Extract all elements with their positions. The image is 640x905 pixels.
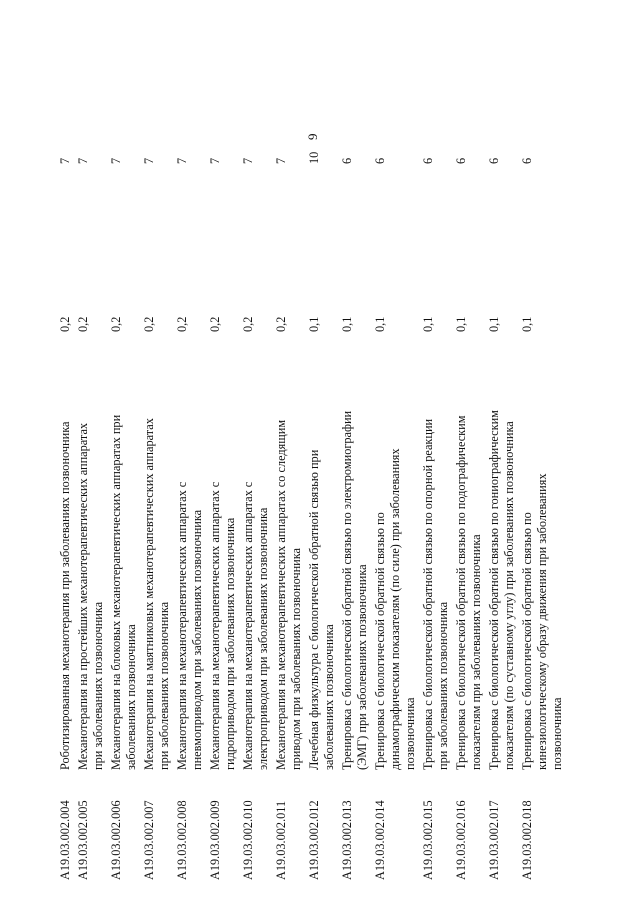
service-code: A19.03.002.010 — [241, 800, 255, 880]
service-code: A19.03.002.009 — [208, 800, 222, 880]
service-name: Тренировка с биологической обратной связью по гониографическим показателям (по суставному углу) при заболеваниях позвоночника — [487, 410, 516, 770]
service-multiplicity: 7 — [208, 157, 222, 164]
table-row — [208, 120, 238, 880]
table-row — [175, 120, 205, 880]
service-code: A19.03.002.016 — [454, 800, 468, 880]
table-row — [520, 120, 565, 880]
table-row — [241, 120, 271, 880]
service-multiplicity: 7 — [142, 157, 156, 164]
service-multiplicity: 7 — [109, 157, 123, 164]
table-row — [421, 120, 451, 880]
rotated-table — [58, 120, 600, 880]
service-coefficient: 0,1 — [520, 316, 534, 332]
service-code: A19.03.002.018 — [520, 800, 534, 880]
service-multiplicity: 7 — [241, 157, 255, 164]
service-name: Тренировка с биологической обратной связью по опорной реакции при заболеваниях позвоночника — [421, 418, 450, 770]
service-coefficient: 0,1 — [454, 316, 468, 332]
service-coefficient: 0,2 — [175, 316, 189, 332]
service-multiplicity: 7 — [58, 157, 72, 164]
service-multiplicity: 6 — [520, 157, 534, 164]
table-row — [76, 120, 106, 880]
service-multiplicity: 7 — [175, 157, 189, 164]
service-coefficient: 0,2 — [58, 316, 72, 332]
table-row — [373, 120, 418, 880]
service-coefficient: 0,2 — [208, 316, 222, 332]
table-row — [58, 120, 73, 880]
service-code: A19.03.002.012 — [307, 800, 321, 880]
service-code: A19.03.002.007 — [142, 800, 156, 880]
service-code: A19.03.002.013 — [340, 800, 354, 880]
service-coefficient: 0,1 — [340, 316, 354, 332]
table-row — [274, 120, 304, 880]
service-code: A19.03.002.015 — [421, 800, 435, 880]
service-code: A19.03.002.017 — [487, 800, 501, 880]
service-table — [58, 120, 568, 880]
service-coefficient: 0,2 — [109, 316, 123, 332]
service-multiplicity: 6 — [373, 157, 387, 164]
service-coefficient: 0,2 — [274, 316, 288, 332]
service-coefficient: 0,1 — [487, 316, 501, 332]
page-number: 9 — [305, 133, 320, 140]
service-name: Механотерапия на маятниковых механотерапевтических аппаратах при заболеваниях позвоночника — [142, 418, 171, 770]
service-name: Механотерапия на блоковых механотерапевтических аппаратах при заболеваниях позвоночника — [109, 414, 138, 770]
service-coefficient: 0,1 — [421, 316, 435, 332]
table-row — [454, 120, 484, 880]
service-code: A19.03.002.006 — [109, 800, 123, 880]
service-coefficient: 0,1 — [373, 316, 387, 332]
service-multiplicity: 6 — [454, 157, 468, 164]
service-name: Роботизированная механотерапия при заболеваниях позвоночника — [58, 421, 72, 770]
service-code: A19.03.002.005 — [76, 800, 90, 880]
service-name: Тренировка с биологической обратной связью по подографическим показателям при заболеваниях позвоночника — [454, 415, 483, 770]
service-multiplicity: 7 — [76, 157, 90, 164]
service-coefficient: 0,1 — [307, 316, 321, 332]
service-code: A19.03.002.004 — [58, 800, 72, 880]
service-multiplicity: 10 — [307, 151, 321, 164]
service-code: A19.03.002.008 — [175, 800, 189, 880]
service-name: Механотерапия на механотерапевтических аппаратах со следящим приводом при заболеваниях позвоночника — [274, 419, 303, 770]
service-code: A19.03.002.014 — [373, 800, 387, 880]
table-row — [487, 120, 517, 880]
service-name: Механотерапия на простейших механотерапевтических аппаратах при заболеваниях позвоночника — [76, 422, 105, 770]
service-multiplicity: 6 — [340, 157, 354, 164]
table-row — [109, 120, 139, 880]
service-multiplicity: 7 — [274, 157, 288, 164]
table-row — [307, 120, 337, 880]
service-coefficient: 0,2 — [241, 316, 255, 332]
service-name: Лечебная физкультура с биологической обратной связью при заболеваниях позвоночника — [307, 449, 336, 770]
service-name: Механотерапия на механотерапевтических аппаратах с электроприводом при заболеваниях позвоночника — [241, 481, 270, 770]
service-name: Тренировка с биологической обратной связью по динамографическим показателям (по силе) при заболеваниях позвоночника — [373, 448, 417, 770]
service-code: A19.03.002.011 — [274, 800, 288, 880]
service-multiplicity: 6 — [421, 157, 435, 164]
service-name: Тренировка с биологической обратной связью по кинезиологическому образу движения при заболеваниях позвоночника — [520, 473, 564, 770]
table-row — [142, 120, 172, 880]
service-coefficient: 0,2 — [76, 316, 90, 332]
service-multiplicity: 6 — [487, 157, 501, 164]
service-coefficient: 0,2 — [142, 316, 156, 332]
table-row — [340, 120, 370, 880]
service-name: Тренировка с биологической обратной связью по электромиографии (ЭМГ) при заболеваниях позвоночника — [340, 410, 369, 770]
service-name: Механотерапия на механотерапевтических аппаратах с гидроприводом при заболеваниях позвоночника — [208, 481, 237, 770]
service-name: Механотерапия на механотерапевтических аппаратах с пневмоприводом при заболеваниях позвоночника — [175, 481, 204, 770]
